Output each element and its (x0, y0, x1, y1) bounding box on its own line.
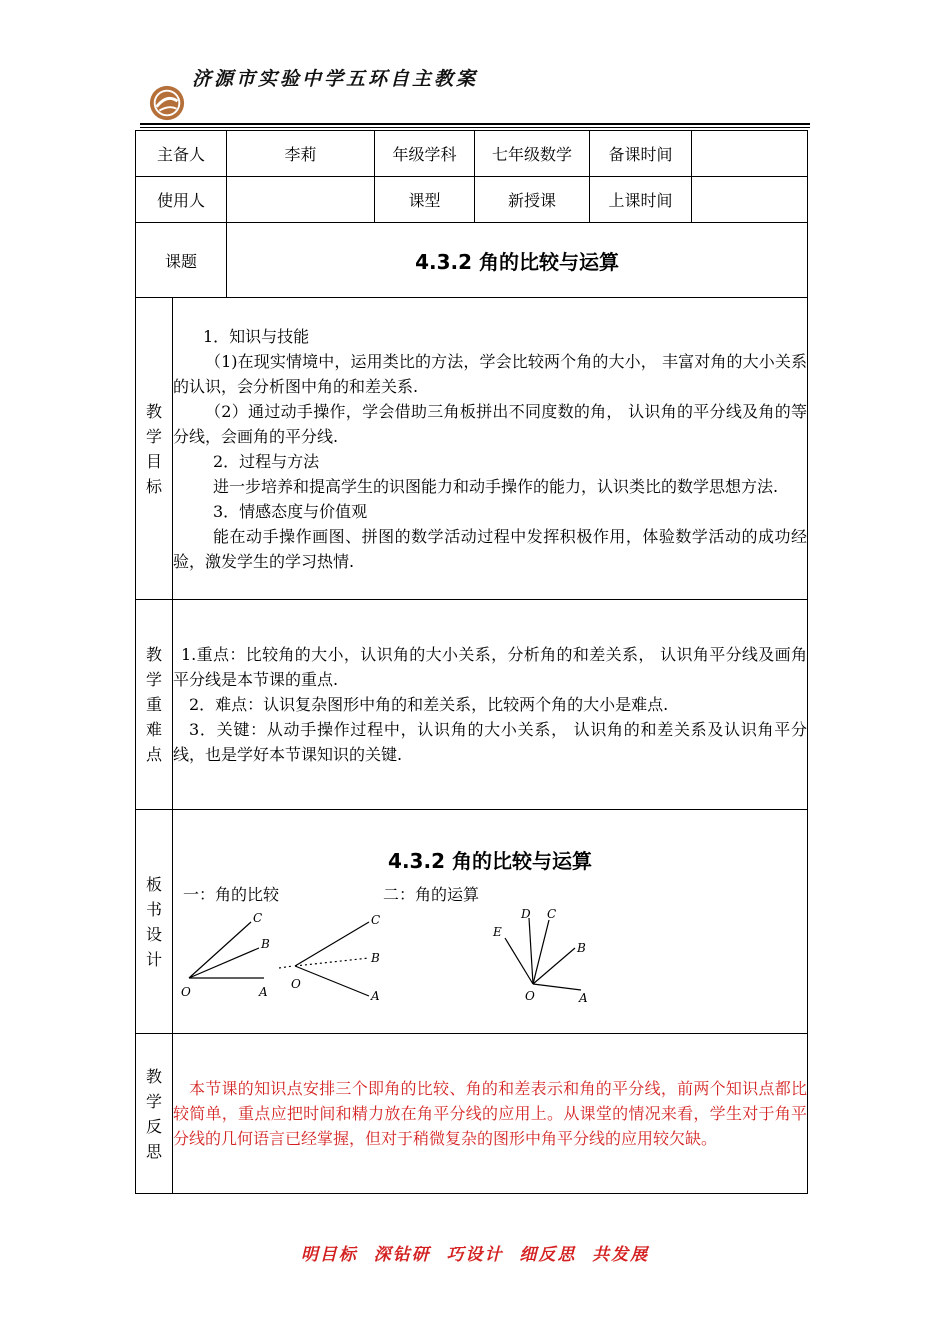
grade-subject-value: 七年级数学 (475, 131, 590, 177)
reflection-text: 本节课的知识点安排三个即角的比较、角的和差表示和角的平分线，前两个知识点都比较简单，重点应把时间和精力放在角平分线的应用上。从课堂的情况来看，学生对于角平分线的几何语言已经掌握，但对于稍微复杂的图形中角平分线的应用较欠缺。 (173, 1079, 808, 1148)
angle-figure-1 (189, 922, 264, 978)
fig3-label-b: B (577, 941, 586, 955)
fig2-label-o: O (291, 977, 301, 991)
fig3-label-d: D (521, 908, 531, 921)
class-time-label: 上课时间 (590, 177, 692, 223)
board-section-compare: 一：角的比较 (183, 885, 280, 904)
fig3-label-a: A (579, 991, 588, 1005)
user-label: 使用人 (136, 177, 227, 223)
goal-heading: 1．知识与技能 (203, 326, 310, 346)
key-points-content (173, 600, 808, 810)
lesson-type-label: 课型 (375, 177, 475, 223)
preparer-label: 主备人 (136, 131, 227, 177)
school-name: 济源市实验中学五环自主教案 (192, 68, 479, 90)
key-point: 3．关键：从动手操作过程中，认识角的大小关系， 认识角的和差关系及认识角平分线，也是学好本节课知识的关键. (173, 720, 808, 764)
lesson-plan-table (135, 130, 808, 1194)
goal-heading: 3．情感态度与价值观 (213, 501, 368, 521)
grade-subject-label: 年级学科 (375, 131, 475, 177)
board-section-operate: 二：角的运算 (383, 885, 480, 904)
fig1-label-a: A (259, 985, 268, 999)
fig1-label-c: C (253, 911, 263, 925)
goal-paragraph: （2）通过动手操作，学会借助三角板拼出不同度数的角， 认识角的平分线及角的等分线，会画角的平分线. (173, 401, 808, 446)
page-header (140, 62, 810, 124)
user-value (227, 177, 375, 223)
reflection-label: 教 学 反 思 (136, 1034, 173, 1194)
topic-label: 课题 (136, 223, 227, 298)
goals-label: 教 学 目 标 (136, 298, 173, 600)
goal-paragraph: 能在动手操作画图、拼图的数学活动过程中发挥积极作用，体验数学活动的成功经验，激发学生的学习热情. (173, 526, 808, 571)
key-point: 1.重点：比较角的大小，认识角的大小关系，分析角的和差关系， 认识角平分线及画角平分线是本节课的重点. (173, 645, 808, 689)
board-label: 板 书 设 计 (136, 810, 173, 1034)
fig3-label-o: O (525, 989, 535, 1003)
footer-motto: 明目标 深钻研 巧设计 细反思 共发展 (300, 1245, 650, 1265)
goal-heading: 2．过程与方法 (213, 451, 320, 471)
fig2-label-c: C (371, 913, 381, 927)
goal-paragraph: （1)在现实情境中，运用类比的方法，学会比较两个角的大小， 丰富对角的大小关系的认识，会分析图中角的和差关系. (173, 351, 808, 396)
key-point: 2．难点：认识复杂图形中角的和差关系，比较两个角的大小是难点. (189, 695, 669, 714)
header-rule (140, 123, 810, 125)
angle-figure-3 (505, 918, 581, 990)
class-time-value (692, 177, 808, 223)
lesson-title: 4.3.2 角的比较与运算 (227, 223, 808, 298)
board-design (173, 810, 808, 1034)
fig1-label-o: O (181, 985, 191, 999)
goal-paragraph: 进一步培养和提高学生的识图能力和动手操作的能力，认识类比的数学思想方法. (213, 476, 779, 496)
reflection-content (173, 1034, 808, 1194)
fig1-label-b: B (261, 937, 270, 951)
fig2-label-b: B (371, 951, 380, 965)
angle-diagrams (179, 908, 799, 1008)
circular-school-logo-icon (148, 84, 186, 122)
fig3-label-c: C (547, 908, 557, 921)
prep-time-value (692, 131, 808, 177)
header-rule-thin (140, 127, 810, 128)
board-title: 4.3.2 角的比较与运算 (388, 849, 592, 873)
goals-content (173, 298, 808, 600)
key-points-label: 教 学 重 难 点 (136, 600, 173, 810)
preparer-value: 李莉 (227, 131, 375, 177)
fig3-label-e: E (493, 925, 502, 939)
prep-time-label: 备课时间 (590, 131, 692, 177)
lesson-type-value: 新授课 (475, 177, 590, 223)
fig2-label-a: A (371, 989, 380, 1003)
